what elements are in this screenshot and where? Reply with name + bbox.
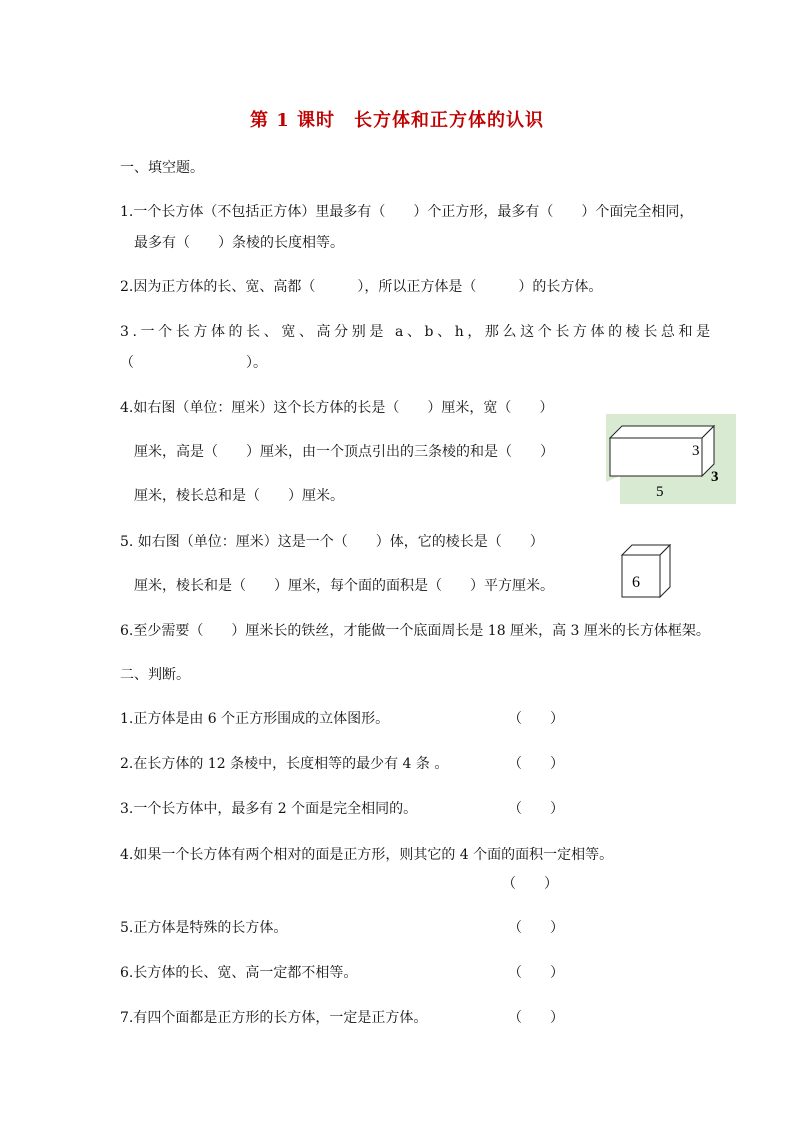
question-5-line-2: 厘米，棱长和是（ ）厘米，每个面的面积是（ ）平方厘米。: [134, 578, 554, 594]
cuboid-drawing: [606, 414, 736, 504]
judgement-answer-5: （ ）: [508, 920, 564, 936]
judgement-answer-3: （ ）: [508, 801, 564, 817]
section-heading-fill-blank: 一、填空题。: [120, 160, 204, 176]
cube-side-face: [660, 545, 670, 597]
question-4-line-1: 4.如右图（单位：厘米）这个长方体的长是（ ）厘米，宽（ ）: [120, 400, 554, 416]
question-6: 6.至少需要（ ）厘米长的铁丝，才能做一个底面周长是 18 厘米，高 3 厘米的长方体框架。: [120, 623, 710, 639]
cube-figure: [620, 542, 674, 604]
question-2: 2.因为正方体的长、宽、高都（ ），所以正方体是（ ）的长方体。: [120, 279, 603, 295]
judgement-item-5: 5.正方体是特殊的长方体。: [120, 920, 288, 936]
cube-edge-label: 6: [632, 574, 640, 591]
question-3-line-1: 3.一个长方体的长、宽、高分别是 a、b、h，那么这个长方体的棱长总和是: [120, 324, 714, 340]
judgement-answer-1: （ ）: [508, 711, 564, 727]
question-4-line-3: 厘米，棱长总和是（ ）厘米。: [134, 488, 344, 504]
judgement-item-3: 3.一个长方体中，最多有 2 个面是完全相同的。: [120, 801, 418, 817]
question-3-line-2: （ ）。: [120, 355, 267, 371]
question-1-line-1: 1.一个长方体（不包括正方体）里最多有（ ）个正方形，最多有（ ）个面完全相同，: [120, 204, 694, 220]
cuboid-figure: [606, 414, 736, 508]
question-1-line-2: 最多有（ ）条棱的长度相等。: [134, 235, 344, 251]
cube-front-face: [622, 555, 660, 597]
cuboid-height-label: 3: [692, 443, 700, 459]
question-5-line-1: 5. 如右图（单位：厘米）这是一个（ ）体，它的棱长是（ ）: [120, 534, 544, 550]
judgement-answer-4: （ ）: [502, 876, 558, 892]
page-title: 第 1 课时 长方体和正方体的认识: [249, 110, 545, 131]
cuboid-width-label: 3: [711, 469, 719, 485]
question-4-line-2: 厘米，高是（ ）厘米，由一个顶点引出的三条棱的和是（ ）: [134, 444, 554, 460]
judgement-item-2: 2.在长方体的 12 条棱中，长度相等的最少有 4 条 。: [120, 756, 449, 772]
judgement-answer-2: （ ）: [508, 756, 564, 772]
judgement-item-1: 1.正方体是由 6 个正方形围成的立体图形。: [120, 711, 390, 727]
judgement-answer-7: （ ）: [508, 1010, 564, 1026]
cube-drawing: [620, 542, 674, 600]
judgement-item-7: 7.有四个面都是正方形的长方体，一定是正方体。: [120, 1010, 428, 1026]
cuboid-front-face: [610, 438, 702, 476]
judgement-answer-6: （ ）: [508, 965, 564, 981]
section-heading-judgement: 二、判断。: [120, 667, 190, 683]
judgement-item-6: 6.长方体的长、宽、高一定都不相等。: [120, 965, 358, 981]
cuboid-top-face: [610, 426, 714, 438]
judgement-item-4: 4.如果一个长方体有两个相对的面是正方形，则其它的 4 个面的面积一定相等。: [120, 847, 614, 863]
cuboid-length-label: 5: [656, 484, 664, 500]
